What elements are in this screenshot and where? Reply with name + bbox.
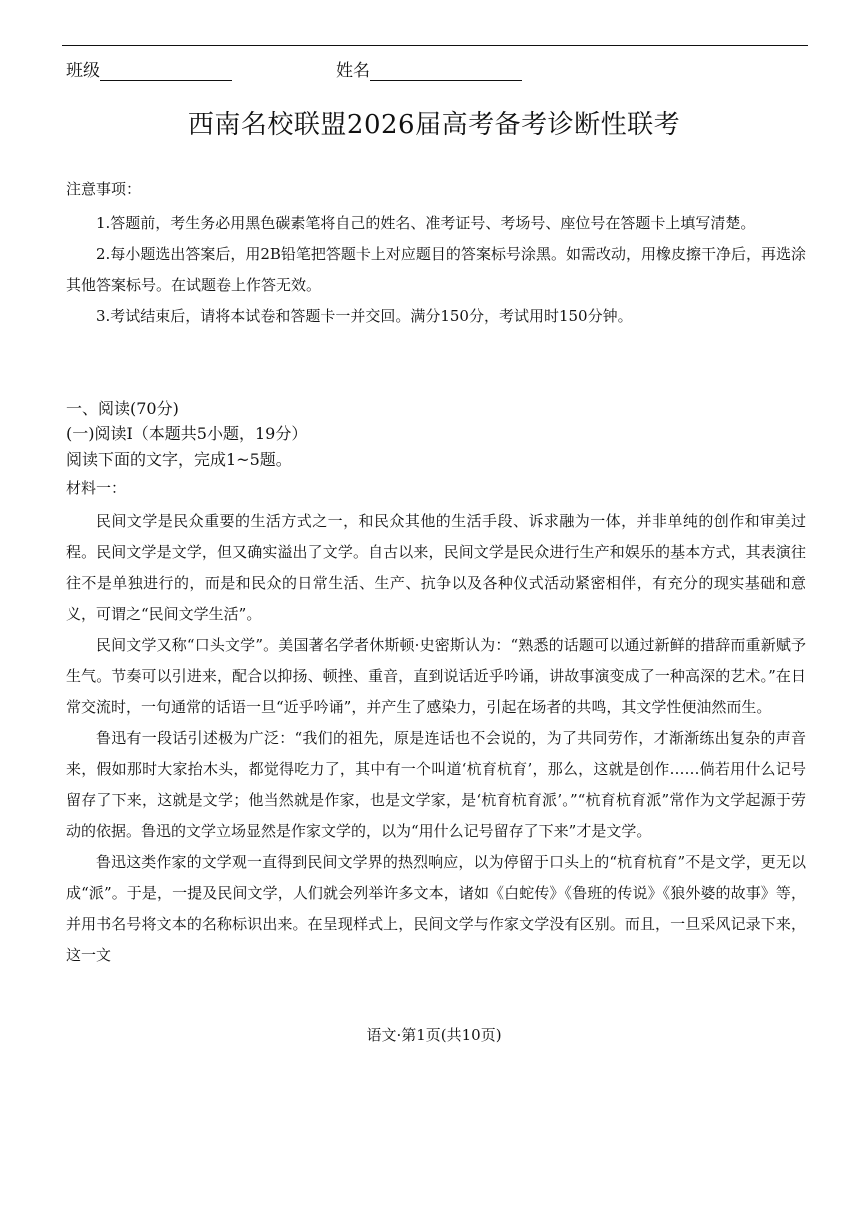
exam-title: 西南名校联盟2026届高考备考诊断性联考 [187,110,681,140]
top-divider [62,45,808,46]
notice-item: 1.答题前，考生务必用黑色碳素笔将自己的姓名、准考证号、考场号、座位号在答题卡上填写清楚。 [96,214,756,232]
name-blank-line [370,62,522,81]
notice-heading: 注意事项： [66,180,142,198]
name-field [336,56,522,81]
material-paragraph: 民间文学是民众重要的生活方式之一，和民众其他的生活手段、诉求融为一体，并非单纯的创作和审美过程。民间文学是文学，但又确实溢出了文学。自古以来，民间文学是民众进行生产和娱乐的基本方式，其表演往往不是单独进行的，而是和民众的日常生活、生产、抗争以及各种仪式活动紧密相伴，有充分的现实基础和意义，可谓之“民间文学生活”。 [66,512,806,623]
material-paragraph: 民间文学又称“口头文学”。美国著名学者休斯顿·史密斯认为：“熟悉的话题可以通过新鲜的措辞而重新赋予生气。节奏可以引进来，配合以抑扬、顿挫、重音，直到说话近乎吟诵，讲故事演变成了一种高深的艺术。”在日常交流时，一句通常的话语一旦“近乎吟诵”，并产生了感染力，引起在场者的共鸣，其文学性便油然而生。 [66,636,806,716]
material-paragraph: 鲁迅有一段话引述极为广泛：“我们的祖先，原是连话也不会说的，为了共同劳作，才渐渐练出复杂的声音来，假如那时大家抬木头，都觉得吃力了，其中有一个叫道‘杭育杭育’，那么，这就是创作……倘若用什么记号留存了下来，这就是文学；他当然就是作家，也是文学家，是‘杭育杭育派’。”“杭育杭育派”常作为文学起源于劳动的依据。鲁迅的文学立场显然是作家文学的，以为“用什么记号留存了下来”才是文学。 [66,729,806,840]
class-blank-line [100,62,232,81]
student-info-fields [66,56,806,80]
material-body [66,506,806,971]
instruction-text: 阅读下面的文字，完成1~5题。 [66,450,292,469]
notice-item: 3.考试结束后，请将本试卷和答题卡一并交回。满分150分，考试用时150分钟。 [96,307,633,325]
notice-item: 2.每小题选出答案后，用2B铅笔把答题卡上对应题目的答案标号涂黑。如需改动，用橡皮擦干净后，再选涂其他答案标号。在试题卷上作答无效。 [66,245,806,294]
part-heading: 一、阅读(70分) [66,399,179,418]
sub-heading: (一)阅读Ⅰ（本题共5小题，19分） [66,424,308,443]
page-footer: 语文·第1页(共10页) [366,1026,502,1044]
class-label: 班级 [66,61,100,81]
class-field [66,56,232,81]
notice-list [66,208,806,332]
name-label: 姓名 [336,61,370,81]
material-paragraph: 鲁迅这类作家的文学观一直得到民间文学界的热烈响应，以为停留于口头上的“杭育杭育”不是文学，更无以成“派”。于是，一提及民间文学，人们就会列举许多文本，诸如《白蛇传》《鲁班的传说》《狼外婆的故事》等，并用书名号将文本的名称标识出来。在呈现样式上，民间文学与作家文学没有区别。而且，一旦采风记录下来，这一文 [66,853,806,964]
material-label: 材料一： [66,479,127,497]
